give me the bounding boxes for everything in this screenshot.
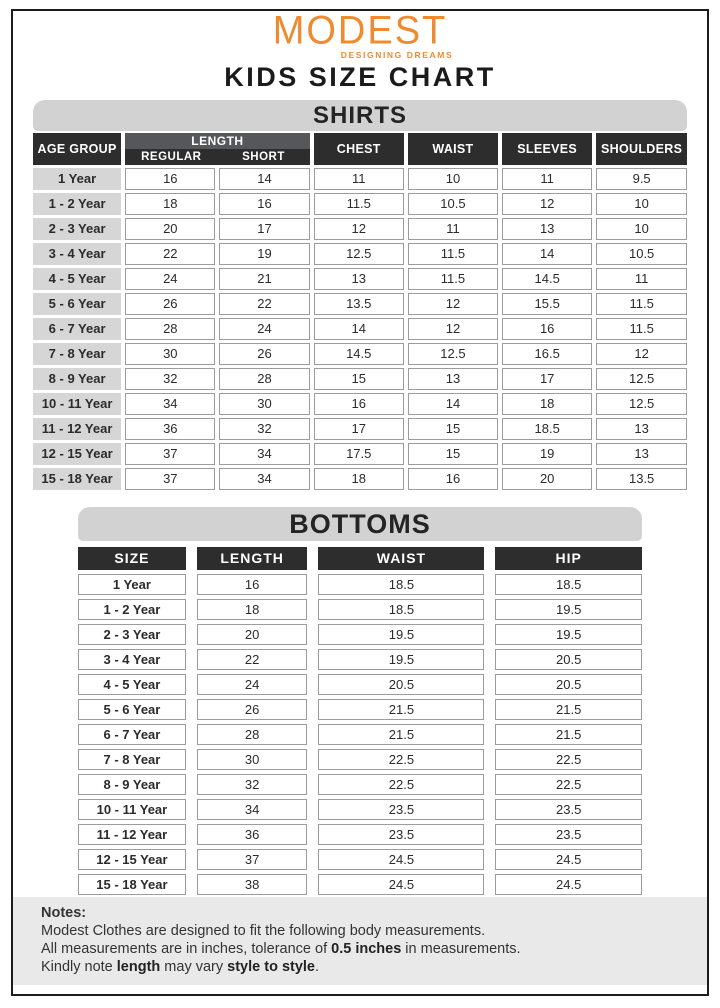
shirts-row-shoulders-cell: 10 [596,193,687,215]
bottoms-row-hip-cell: 21.5 [495,724,642,745]
shirts-row [33,443,687,465]
bottoms-row-length-cell: 37 [197,849,308,870]
shirts-row-sleeves-cell: 18 [502,393,592,415]
bottoms-row-length-cell: 20 [197,624,308,645]
bottoms-row-length-cell: 30 [197,749,308,770]
bottoms-row-size-cell: 1 Year [78,574,186,595]
bottoms-row [78,749,642,770]
brand-logo-text: MODEST [272,9,448,53]
shirts-row [33,193,687,215]
shirts-row-age-cell: 2 - 3 Year [33,218,121,240]
bottoms-row-waist-cell: 20.5 [318,674,484,695]
bottoms-row-waist-cell: 24.5 [318,874,484,895]
shirts-row-waist-cell: 15 [408,443,498,465]
shirts-row-chest-cell: 18 [314,468,404,490]
notes-title: Notes: [41,904,87,921]
bottoms-row [78,699,642,720]
shirts-row-shoulders-cell: 11 [596,268,687,290]
bottoms-row [78,574,642,595]
shirts-row-chest-cell: 17.5 [314,443,404,465]
notes-line [41,922,697,940]
bottoms-row [78,649,642,670]
shirts-row-age-cell: 3 - 4 Year [33,243,121,265]
bottoms-row-size-cell: 5 - 6 Year [78,699,186,720]
bottoms-row [78,824,642,845]
shirts-header-length-sub [125,149,309,165]
shirts-row-waist-cell: 11.5 [408,243,498,265]
bottoms-row-size-cell: 11 - 12 Year [78,824,186,845]
bottoms-row-hip-cell: 21.5 [495,699,642,720]
shirts-row-chest-cell: 11 [314,168,404,190]
shirts-row-age-cell: 1 - 2 Year [33,193,121,215]
shirts-row-waist-cell: 10 [408,168,498,190]
bottoms-row-waist-cell: 21.5 [318,724,484,745]
shirts-row-short-cell: 24 [219,318,309,340]
bottoms-row-length-cell: 32 [197,774,308,795]
shirts-row-age-cell: 7 - 8 Year [33,343,121,365]
shirts-row-sleeves-cell: 14.5 [502,268,592,290]
shirts-row-chest-cell: 17 [314,418,404,440]
shirts-row-waist-cell: 16 [408,468,498,490]
shirts-row-age-cell: 4 - 5 Year [33,268,121,290]
shirts-row-shoulders-cell: 9.5 [596,168,687,190]
shirts-row-waist-cell: 13 [408,368,498,390]
bottoms-row-waist-cell: 19.5 [318,649,484,670]
shirts-row-waist-cell: 12.5 [408,343,498,365]
bottoms-row-length-cell: 36 [197,824,308,845]
shirts-row-short-cell: 17 [219,218,309,240]
shirts-row-chest-cell: 16 [314,393,404,415]
bottoms-row-waist-cell: 22.5 [318,774,484,795]
bottoms-row-size-cell: 10 - 11 Year [78,799,186,820]
notes-text: All measurements are in inches, tolerance of [41,940,332,957]
bottoms-section-title: BOTTOMS [78,507,642,541]
notes-body [41,922,697,976]
bottoms-row-size-cell: 8 - 9 Year [78,774,186,795]
bottoms-row-hip-cell: 20.5 [495,674,642,695]
bottoms-row [78,599,642,620]
notes-text: may vary [160,958,228,975]
shirts-row-age-cell: 5 - 6 Year [33,293,121,315]
shirts-header-age-group: AGE GROUP [33,133,121,165]
shirts-row-short-cell: 19 [219,243,309,265]
shirts-row-regular-cell: 18 [125,193,215,215]
bottoms-row-hip-cell: 22.5 [495,774,642,795]
notes-text: in measurements. [401,940,521,957]
shirts-row-age-cell: 12 - 15 Year [33,443,121,465]
bottoms-row-size-cell: 4 - 5 Year [78,674,186,695]
shirts-row-age-cell: 15 - 18 Year [33,468,121,490]
bottoms-row-length-cell: 28 [197,724,308,745]
shirts-section-title: SHIRTS [33,100,687,131]
brand-logo [0,9,720,60]
shirts-row-chest-cell: 13.5 [314,293,404,315]
notes-text: . [315,958,320,975]
shirts-table [29,130,691,493]
shirts-header-length-group [125,133,309,165]
notes-section [13,897,707,986]
bottoms-row [78,849,642,870]
bottoms-row-waist-cell: 24.5 [318,849,484,870]
bottoms-header-hip: HIP [495,547,642,570]
page-title: KIDS SIZE CHART [224,62,496,93]
bottoms-row [78,624,642,645]
shirts-header-length: LENGTH [125,133,309,149]
shirts-row-short-cell: 34 [219,443,309,465]
shirts-row-waist-cell: 10.5 [408,193,498,215]
shirts-row-chest-cell: 12.5 [314,243,404,265]
shirts-row-shoulders-cell: 10.5 [596,243,687,265]
notes-bold-text: length [116,958,161,975]
notes-bold-text: style to style [227,958,315,975]
shirts-row [33,318,687,340]
bottoms-row-length-cell: 22 [197,649,308,670]
bottoms-row-size-cell: 15 - 18 Year [78,874,186,895]
bottoms-row-hip-cell: 18.5 [495,574,642,595]
bottoms-row [78,774,642,795]
bottoms-section [78,507,642,899]
shirts-row-sleeves-cell: 15.5 [502,293,592,315]
bottoms-header-waist: WAIST [318,547,484,570]
bottoms-row-size-cell: 1 - 2 Year [78,599,186,620]
shirts-row-chest-cell: 12 [314,218,404,240]
bottoms-header-length: LENGTH [197,547,308,570]
bottoms-row [78,874,642,895]
shirts-row-waist-cell: 11.5 [408,268,498,290]
notes-bold-text: 0.5 inches [331,940,402,957]
notes-line [41,940,697,958]
shirts-row-waist-cell: 12 [408,293,498,315]
shirts-row-regular-cell: 26 [125,293,215,315]
bottoms-row-size-cell: 12 - 15 Year [78,849,186,870]
bottoms-row-length-cell: 16 [197,574,308,595]
shirts-row-short-cell: 21 [219,268,309,290]
shirts-row-regular-cell: 20 [125,218,215,240]
shirts-row-regular-cell: 32 [125,368,215,390]
bottoms-row-waist-cell: 22.5 [318,749,484,770]
bottoms-row-waist-cell: 23.5 [318,799,484,820]
shirts-header-regular: REGULAR [141,150,202,163]
shirts-row-waist-cell: 12 [408,318,498,340]
bottoms-row-hip-cell: 24.5 [495,874,642,895]
shirts-row-age-cell: 8 - 9 Year [33,368,121,390]
shirts-row-age-cell: 11 - 12 Year [33,418,121,440]
shirts-row-short-cell: 28 [219,368,309,390]
shirts-row-chest-cell: 13 [314,268,404,290]
bottoms-row-hip-cell: 22.5 [495,749,642,770]
shirts-row-regular-cell: 16 [125,168,215,190]
shirts-row-short-cell: 34 [219,468,309,490]
shirts-row-regular-cell: 37 [125,443,215,465]
shirts-row-sleeves-cell: 16.5 [502,343,592,365]
bottoms-row-waist-cell: 21.5 [318,699,484,720]
bottoms-row [78,799,642,820]
shirts-row [33,168,687,190]
notes-text: Kindly note [41,958,117,975]
bottoms-row-waist-cell: 18.5 [318,574,484,595]
shirts-row-sleeves-cell: 20 [502,468,592,490]
page-header [0,0,720,93]
shirts-header-shoulders: SHOULDERS [596,133,687,165]
shirts-header-short: SHORT [242,150,285,163]
shirts-row-short-cell: 26 [219,343,309,365]
shirts-row-shoulders-cell: 12.5 [596,393,687,415]
shirts-row-shoulders-cell: 12 [596,343,687,365]
shirts-header-chest: CHEST [314,133,404,165]
shirts-row [33,293,687,315]
bottoms-row-hip-cell: 24.5 [495,849,642,870]
shirts-row-shoulders-cell: 13 [596,418,687,440]
shirts-row-regular-cell: 22 [125,243,215,265]
shirts-row-regular-cell: 28 [125,318,215,340]
shirts-row [33,393,687,415]
shirts-row-age-cell: 10 - 11 Year [33,393,121,415]
bottoms-row-hip-cell: 20.5 [495,649,642,670]
shirts-row-sleeves-cell: 14 [502,243,592,265]
bottoms-row-hip-cell: 23.5 [495,799,642,820]
shirts-row [33,218,687,240]
shirts-row-regular-cell: 24 [125,268,215,290]
shirts-row-shoulders-cell: 13 [596,443,687,465]
shirts-row [33,468,687,490]
bottoms-row-hip-cell: 23.5 [495,824,642,845]
shirts-row-short-cell: 14 [219,168,309,190]
shirts-row-sleeves-cell: 13 [502,218,592,240]
shirts-row-chest-cell: 15 [314,368,404,390]
bottoms-row-size-cell: 3 - 4 Year [78,649,186,670]
shirts-row-chest-cell: 14.5 [314,343,404,365]
bottoms-row-size-cell: 2 - 3 Year [78,624,186,645]
bottoms-row-hip-cell: 19.5 [495,624,642,645]
shirts-row-short-cell: 22 [219,293,309,315]
bottoms-row-size-cell: 7 - 8 Year [78,749,186,770]
bottoms-header-row [78,547,642,570]
notes-text: Modest Clothes are designed to fit the following body measurements. [41,922,486,939]
bottoms-row [78,724,642,745]
shirts-row [33,268,687,290]
shirts-row-sleeves-cell: 17 [502,368,592,390]
shirts-row-age-cell: 6 - 7 Year [33,318,121,340]
shirts-row-shoulders-cell: 11.5 [596,318,687,340]
shirts-section [33,100,687,493]
shirts-row-chest-cell: 11.5 [314,193,404,215]
bottoms-row-waist-cell: 19.5 [318,624,484,645]
shirts-row-regular-cell: 36 [125,418,215,440]
shirts-row [33,418,687,440]
shirts-row-short-cell: 30 [219,393,309,415]
shirts-row-short-cell: 32 [219,418,309,440]
shirts-row-sleeves-cell: 19 [502,443,592,465]
shirts-row-age-cell: 1 Year [33,168,121,190]
shirts-row [33,368,687,390]
shirts-row-sleeves-cell: 12 [502,193,592,215]
notes-line [41,958,697,976]
shirts-row-waist-cell: 11 [408,218,498,240]
shirts-row-sleeves-cell: 18.5 [502,418,592,440]
bottoms-row-length-cell: 34 [197,799,308,820]
shirts-row-shoulders-cell: 12.5 [596,368,687,390]
shirts-header-waist: WAIST [408,133,498,165]
shirts-row-shoulders-cell: 10 [596,218,687,240]
shirts-row-regular-cell: 37 [125,468,215,490]
bottoms-row-waist-cell: 18.5 [318,599,484,620]
bottoms-row-size-cell: 6 - 7 Year [78,724,186,745]
shirts-row-short-cell: 16 [219,193,309,215]
shirts-row-sleeves-cell: 11 [502,168,592,190]
bottoms-row-hip-cell: 19.5 [495,599,642,620]
bottoms-row-length-cell: 24 [197,674,308,695]
shirts-row-shoulders-cell: 13.5 [596,468,687,490]
shirts-row-regular-cell: 30 [125,343,215,365]
shirts-row-waist-cell: 15 [408,418,498,440]
bottoms-header-size: SIZE [78,547,186,570]
shirts-row-regular-cell: 34 [125,393,215,415]
bottoms-row [78,674,642,695]
bottoms-row-length-cell: 18 [197,599,308,620]
shirts-row-chest-cell: 14 [314,318,404,340]
bottoms-table [67,543,653,899]
bottoms-row-length-cell: 26 [197,699,308,720]
shirts-row-shoulders-cell: 11.5 [596,293,687,315]
brand-tagline: DESIGNING DREAMS [340,50,454,60]
shirts-row-sleeves-cell: 16 [502,318,592,340]
bottoms-row-length-cell: 38 [197,874,308,895]
shirts-header-sleeves: SLEEVES [502,133,592,165]
shirts-row [33,343,687,365]
shirts-header-row [33,133,687,165]
shirts-row [33,243,687,265]
shirts-row-waist-cell: 14 [408,393,498,415]
bottoms-row-waist-cell: 23.5 [318,824,484,845]
